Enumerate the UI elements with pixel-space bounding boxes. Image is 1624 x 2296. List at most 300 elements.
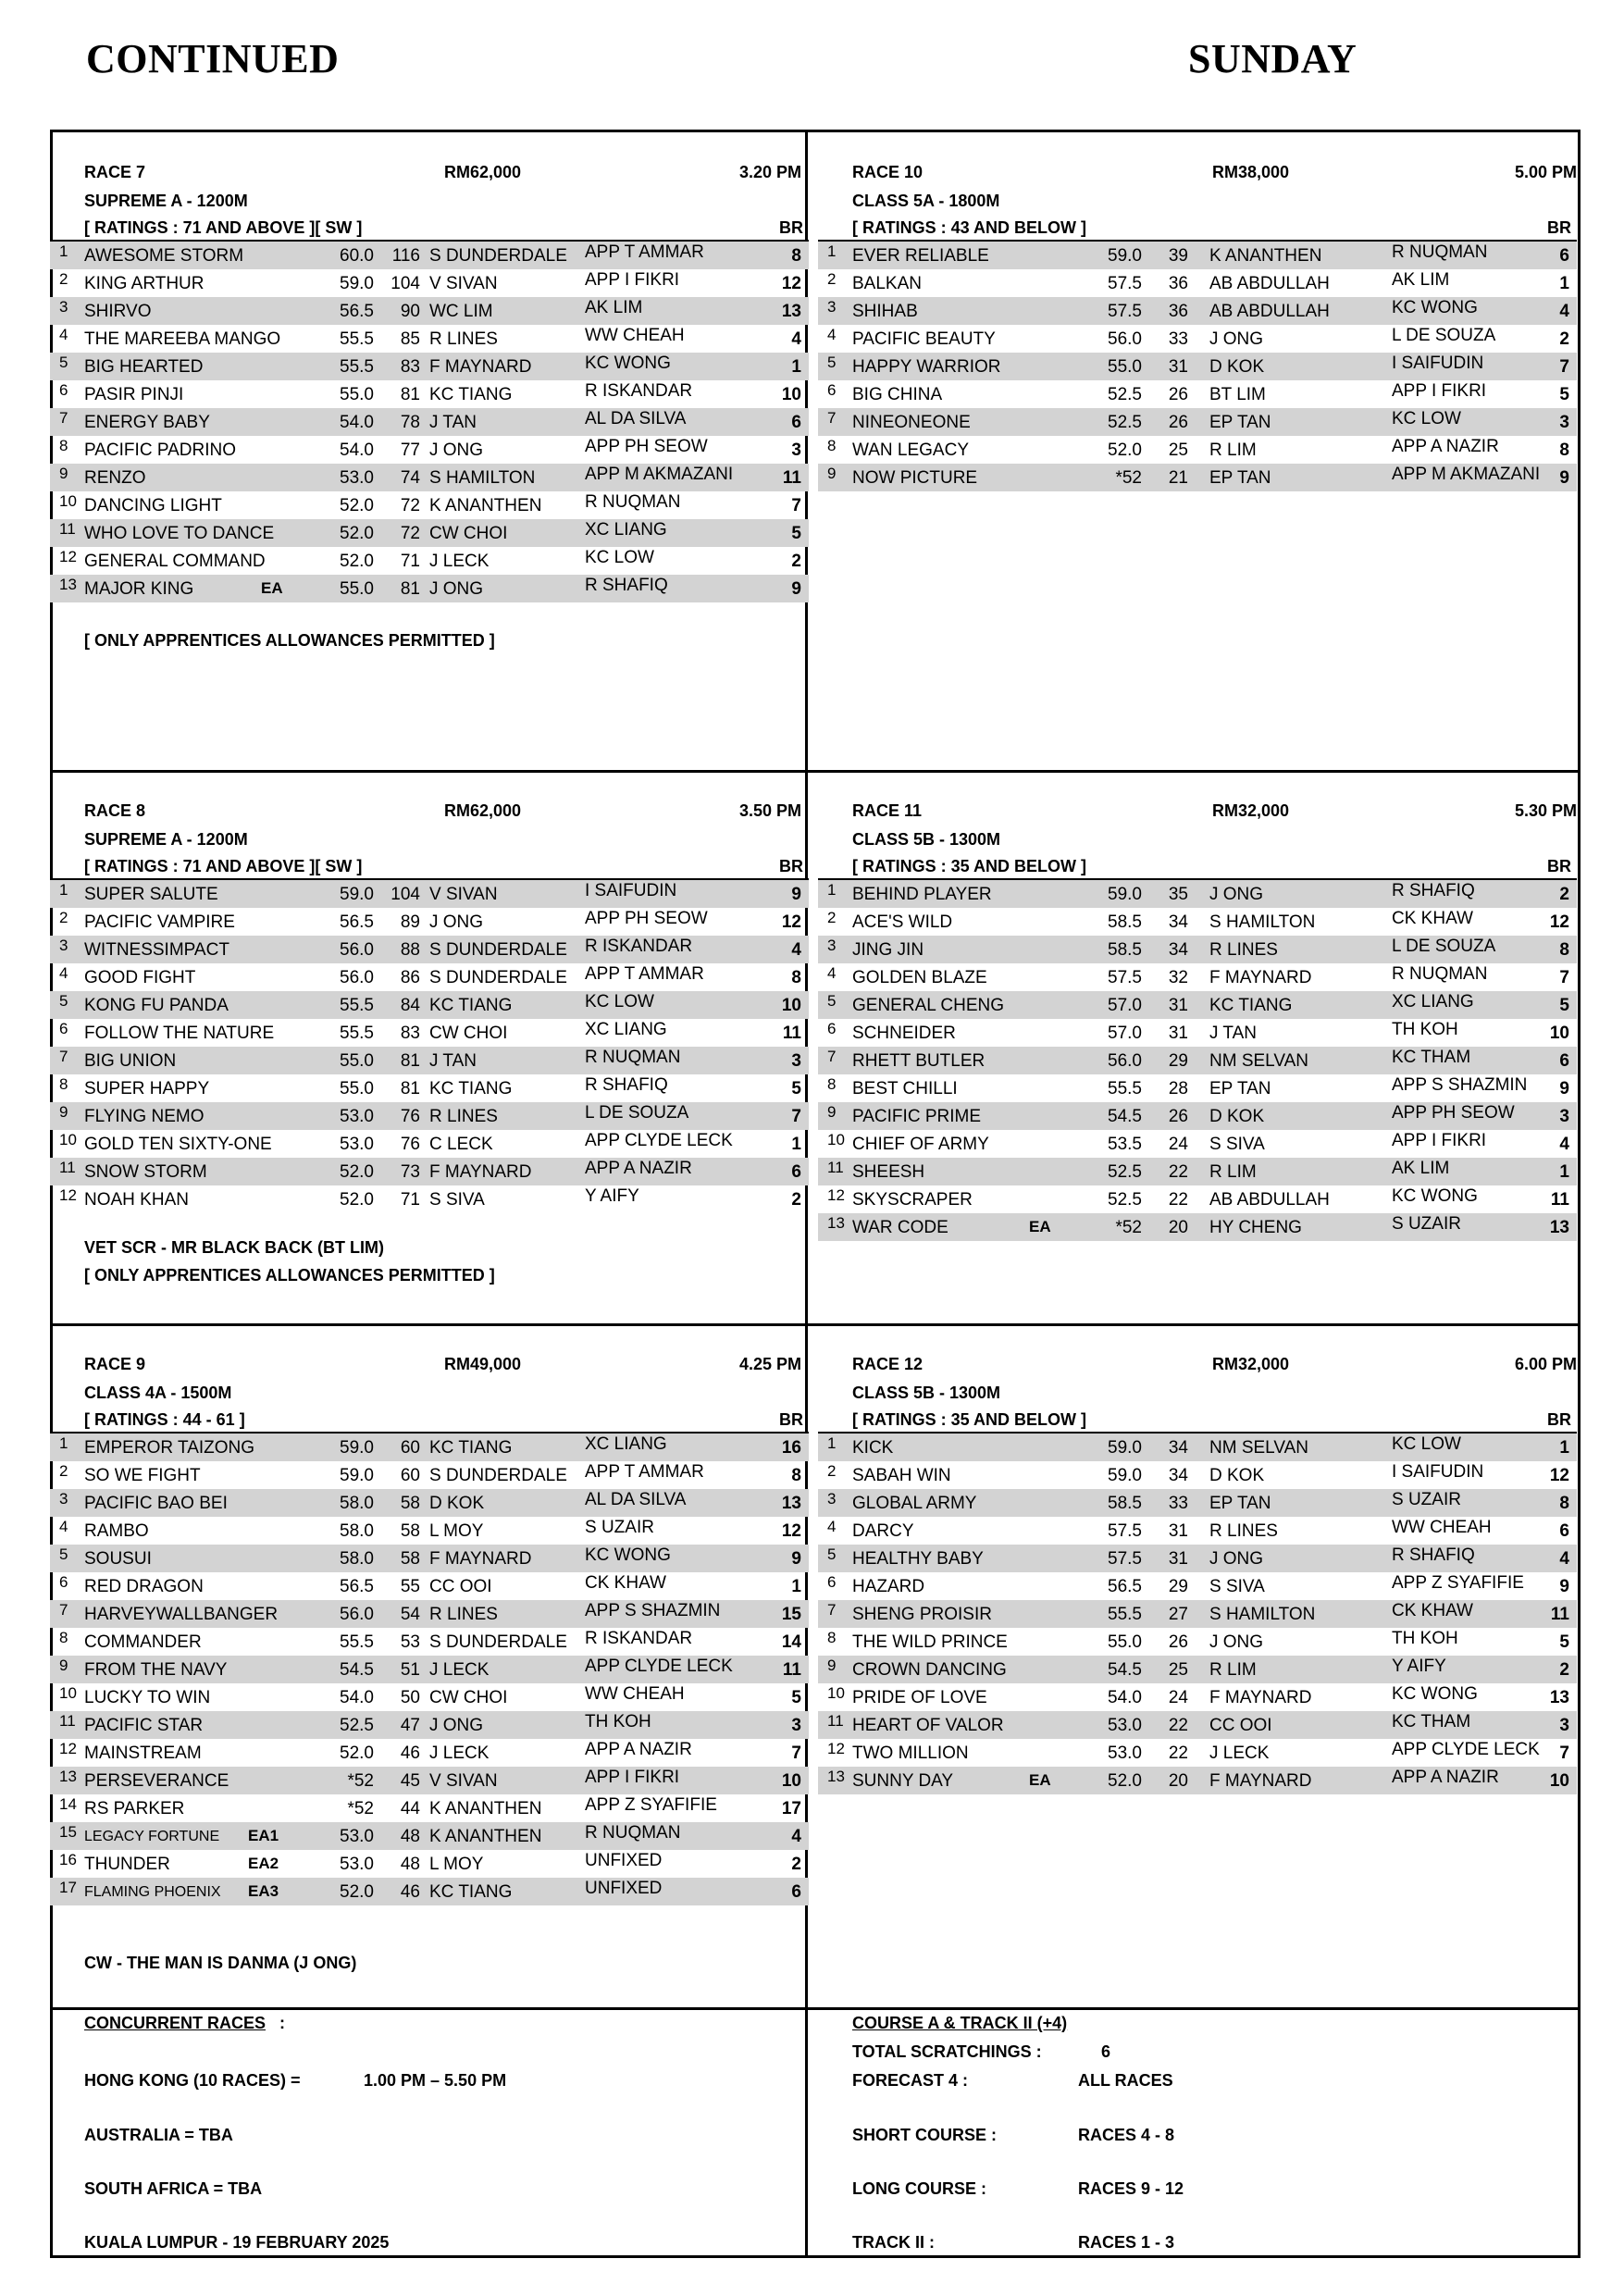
race-prize: RM38,000 <box>1212 163 1290 181</box>
jockey: J ONG <box>429 441 484 460</box>
jockey: F MAYNARD <box>1209 1688 1312 1707</box>
total-scratchings-value: 6 <box>1101 2042 1111 2061</box>
barrier: 14 <box>781 1632 801 1652</box>
horse-name: RENZO <box>84 468 146 488</box>
barrier: 9 <box>1559 1577 1569 1596</box>
jockey: CC OOI <box>1209 1716 1272 1735</box>
trainer: APP I FIKRI <box>585 270 680 290</box>
runner-row <box>50 1711 809 1739</box>
jockey: KC TIANG <box>1209 996 1293 1015</box>
runner-number: 8 <box>827 437 837 454</box>
rating: 47 <box>400 1716 420 1735</box>
rating: 24 <box>1168 1135 1188 1154</box>
trainer: Y AIFY <box>585 1186 639 1206</box>
runner-number: 7 <box>59 1048 68 1065</box>
horse-name: PACIFIC PADRINO <box>84 441 236 460</box>
horse-name: MAINSTREAM <box>84 1744 202 1763</box>
runner-row <box>50 1600 809 1628</box>
weight: 52.0 <box>340 496 374 515</box>
weight: 54.0 <box>340 413 374 432</box>
barrier: 1 <box>791 1577 801 1596</box>
horse-name: SUNNY DAY <box>852 1771 954 1791</box>
race-number: RACE 7 <box>84 163 146 181</box>
weight: 53.0 <box>1108 1716 1142 1735</box>
jockey: CW CHOI <box>429 1024 508 1043</box>
weight: 52.5 <box>1108 385 1142 404</box>
runner-row <box>818 1572 1577 1600</box>
weight: 53.0 <box>1108 1744 1142 1763</box>
race-note: CW - THE MAN IS DANMA (J ONG) <box>84 1954 357 1972</box>
weight: 60.0 <box>340 246 374 266</box>
barrier: 8 <box>791 246 801 266</box>
race-panel-race10 <box>818 130 1577 685</box>
barrier: 1 <box>1559 1438 1569 1458</box>
barrier: 13 <box>781 1494 801 1513</box>
barrier: 6 <box>1559 1521 1569 1541</box>
long-course-label: LONG COURSE : <box>852 2179 987 2198</box>
runner-row <box>50 1822 809 1850</box>
barrier: 4 <box>791 1827 801 1846</box>
race-ratings: [ RATINGS : 71 AND ABOVE ][ SW ] <box>84 218 363 237</box>
emergency-tag: EA3 <box>248 1882 279 1900</box>
runner-row <box>50 436 809 464</box>
weight: 53.0 <box>340 1827 374 1846</box>
trainer: R SHAFIQ <box>585 1075 668 1095</box>
horse-name: KICK <box>852 1438 894 1458</box>
horse-name: SHIRVO <box>84 302 152 321</box>
jockey: J LECK <box>1209 1744 1270 1763</box>
rating: 72 <box>400 496 420 515</box>
runner-row <box>50 575 809 602</box>
runner-row <box>50 1572 809 1600</box>
runner-row <box>818 1158 1577 1185</box>
runner-row <box>50 991 809 1019</box>
race-number: RACE 10 <box>852 163 924 181</box>
runner-number: 7 <box>59 409 68 427</box>
rating: 22 <box>1168 1190 1188 1210</box>
trainer: KC THAM <box>1392 1048 1471 1067</box>
runner-number: 4 <box>59 326 68 343</box>
weight: 54.0 <box>1108 1688 1142 1707</box>
weight: 55.5 <box>340 1024 374 1043</box>
barrier: 2 <box>1559 1660 1569 1680</box>
weight: *52 <box>347 1799 374 1818</box>
trainer: TH KOH <box>1392 1020 1458 1039</box>
row-divider-3 <box>50 2007 1581 2010</box>
jockey: F MAYNARD <box>429 1549 532 1569</box>
horse-name: PACIFIC VAMPIRE <box>84 912 235 932</box>
runner-row <box>50 880 809 908</box>
hong-kong-label: HONG KONG (10 RACES) = <box>84 2071 301 2090</box>
rating: 58 <box>400 1494 420 1513</box>
rating: 34 <box>1168 940 1188 960</box>
barrier-header: BR <box>779 857 803 875</box>
barrier: 13 <box>1549 1218 1569 1237</box>
runner-row <box>818 880 1577 908</box>
runner-number: 8 <box>59 1629 68 1646</box>
race-number: RACE 11 <box>852 801 923 820</box>
weight: *52 <box>1115 1218 1142 1237</box>
rating: 31 <box>1168 1024 1188 1043</box>
trainer: APP CLYDE LECK <box>585 1131 733 1150</box>
horse-name: ACE'S WILD <box>852 912 953 932</box>
weight: 55.5 <box>1108 1605 1142 1624</box>
runner-row <box>50 464 809 491</box>
weight: 54.5 <box>1108 1107 1142 1126</box>
runner-row <box>50 242 809 269</box>
runner-row <box>818 1545 1577 1572</box>
runner-row <box>50 1545 809 1572</box>
trainer: APP S SHAZMIN <box>1392 1075 1528 1095</box>
trainer: CK KHAW <box>1392 1601 1473 1620</box>
runner-number: 7 <box>59 1601 68 1619</box>
rating: 76 <box>400 1135 420 1154</box>
barrier: 3 <box>1559 1716 1569 1735</box>
rating: 46 <box>400 1744 420 1763</box>
trainer: APP PH SEOW <box>585 909 708 928</box>
runner-number: 9 <box>59 465 68 482</box>
barrier: 8 <box>791 968 801 987</box>
runner-list <box>818 880 1577 1241</box>
horse-name: PACIFIC BEAUTY <box>852 329 996 349</box>
runner-row <box>818 242 1577 269</box>
emergency-tag: EA <box>1029 1218 1051 1235</box>
runner-row <box>50 936 809 963</box>
runner-row <box>818 1461 1577 1489</box>
jockey: K ANANTHEN <box>429 1827 542 1846</box>
rating: 81 <box>400 385 420 404</box>
weight: 59.0 <box>1108 1438 1142 1458</box>
trainer: I SAIFUDIN <box>1392 354 1484 373</box>
runner-number: 3 <box>59 298 68 316</box>
trainer: R SHAFIQ <box>585 576 668 595</box>
rating: 21 <box>1168 468 1188 488</box>
short-course-label: SHORT COURSE : <box>852 2126 998 2144</box>
horse-name: SHIHAB <box>852 302 918 321</box>
horse-name: PASIR PINJI <box>84 385 184 404</box>
race-time: 6.00 PM <box>1514 1355 1577 1373</box>
horse-name: NOAH KHAN <box>84 1190 189 1210</box>
trainer: L DE SOUZA <box>1392 937 1496 956</box>
barrier: 9 <box>791 1549 801 1569</box>
runner-row <box>50 1461 809 1489</box>
horse-name: BALKAN <box>852 274 922 293</box>
trainer: R NUQMAN <box>585 492 681 512</box>
weight: 56.5 <box>340 912 374 932</box>
barrier: 8 <box>1559 441 1569 460</box>
jockey: S HAMILTON <box>1209 1605 1316 1624</box>
horse-name: SOUSUI <box>84 1549 152 1569</box>
barrier-header: BR <box>779 218 803 237</box>
runner-row <box>50 547 809 575</box>
horse-name: KONG FU PANDA <box>84 996 229 1015</box>
rating: 44 <box>400 1799 420 1818</box>
horse-name: CROWN DANCING <box>852 1660 1007 1680</box>
rating: 34 <box>1168 1438 1188 1458</box>
barrier: 8 <box>791 1466 801 1485</box>
horse-name: SKYSCRAPER <box>852 1190 973 1210</box>
barrier: 3 <box>791 441 801 460</box>
horse-name: HAPPY WARRIOR <box>852 357 1001 377</box>
runner-number: 1 <box>59 242 68 260</box>
jockey: S DUNDERDALE <box>429 1632 567 1652</box>
jockey: J LECK <box>429 1744 490 1763</box>
weight: 57.5 <box>1108 1549 1142 1569</box>
weight: 57.5 <box>1108 302 1142 321</box>
rating: 83 <box>400 1024 420 1043</box>
rating: 90 <box>400 302 420 321</box>
trainer: WW CHEAH <box>1392 1518 1492 1537</box>
trainer: R ISKANDAR <box>585 1629 693 1648</box>
barrier: 16 <box>781 1438 801 1458</box>
runner-number: 8 <box>827 1075 837 1093</box>
trainer: KC LOW <box>585 992 654 1011</box>
trainer: APP A NAZIR <box>585 1740 692 1759</box>
jockey: R LINES <box>429 329 498 349</box>
trainer: R ISKANDAR <box>585 937 693 956</box>
horse-name: FLAMING PHOENIX <box>84 1884 221 1900</box>
barrier: 6 <box>791 413 801 432</box>
weight: 55.5 <box>340 1632 374 1652</box>
runner-number: 9 <box>59 1103 68 1121</box>
race-ratings: [ RATINGS : 44 - 61 ] <box>84 1410 245 1429</box>
barrier: 11 <box>1550 1190 1569 1210</box>
race-time: 3.50 PM <box>738 801 801 820</box>
weight: 53.0 <box>340 1135 374 1154</box>
hong-kong-time: 1.00 PM – 5.50 PM <box>364 2071 507 2090</box>
trainer: KC WONG <box>1392 1186 1478 1206</box>
race-number: RACE 9 <box>84 1355 146 1373</box>
runner-number: 8 <box>827 1629 837 1646</box>
barrier: 2 <box>1559 885 1569 904</box>
weight: 53.0 <box>340 1855 374 1874</box>
race-prize: RM32,000 <box>1212 801 1290 820</box>
runner-number: 3 <box>59 937 68 954</box>
rating: 74 <box>400 468 420 488</box>
barrier: 10 <box>781 385 801 404</box>
rating: 86 <box>400 968 420 987</box>
rating: 55 <box>400 1577 420 1596</box>
runner-number: 10 <box>59 492 77 510</box>
trainer: S UZAIR <box>585 1518 654 1537</box>
horse-name: HEALTHY BABY <box>852 1549 984 1569</box>
horse-name: GENERAL COMMAND <box>84 552 266 571</box>
race-prize: RM62,000 <box>444 801 522 820</box>
barrier: 2 <box>791 1190 801 1210</box>
trainer: APP CLYDE LECK <box>1392 1740 1540 1759</box>
jockey: F MAYNARD <box>429 357 532 377</box>
horse-name: MAJOR KING <box>84 579 194 599</box>
horse-name: SCHNEIDER <box>852 1024 956 1043</box>
race-number: RACE 12 <box>852 1355 924 1373</box>
jockey: V SIVAN <box>429 274 498 293</box>
runner-list <box>50 242 809 602</box>
weight: 57.0 <box>1108 1024 1142 1043</box>
jockey: D KOK <box>1209 1466 1265 1485</box>
barrier: 2 <box>791 1855 801 1874</box>
runner-list <box>818 1433 1577 1794</box>
horse-name: DANCING LIGHT <box>84 496 222 515</box>
weight: 54.5 <box>1108 1660 1142 1680</box>
rating: 88 <box>400 940 420 960</box>
jockey: J ONG <box>1209 885 1264 904</box>
runner-row <box>818 1433 1577 1461</box>
weight: 59.0 <box>340 1466 374 1485</box>
rating: 31 <box>1168 1521 1188 1541</box>
jockey: AB ABDULLAH <box>1209 274 1330 293</box>
runner-number: 11 <box>827 1712 844 1730</box>
rating: 26 <box>1168 1107 1188 1126</box>
barrier: 5 <box>791 1688 801 1707</box>
jockey: J TAN <box>429 413 477 432</box>
race-time: 4.25 PM <box>738 1355 801 1373</box>
horse-name: THE MAREEBA MANGO <box>84 329 281 349</box>
jockey: J TAN <box>429 1051 477 1071</box>
runner-number: 3 <box>827 298 837 316</box>
runner-number: 1 <box>59 1434 68 1452</box>
weight: 55.5 <box>340 357 374 377</box>
barrier: 12 <box>1549 912 1569 932</box>
runner-number: 3 <box>827 937 837 954</box>
rating: 54 <box>400 1605 420 1624</box>
barrier: 11 <box>1550 1605 1569 1624</box>
rating: 50 <box>400 1688 420 1707</box>
jockey: D KOK <box>1209 357 1265 377</box>
jockey: J ONG <box>1209 1549 1264 1569</box>
rating: 26 <box>1168 1632 1188 1652</box>
trainer: S UZAIR <box>1392 1490 1461 1509</box>
runner-row <box>818 1767 1577 1794</box>
horse-name: LEGACY FORTUNE <box>84 1829 220 1844</box>
runner-row <box>818 1656 1577 1683</box>
rating: 32 <box>1168 968 1188 987</box>
runner-number: 6 <box>59 1573 68 1591</box>
weight: 59.0 <box>1108 246 1142 266</box>
trainer: WW CHEAH <box>585 1684 685 1704</box>
horse-name: SHEESH <box>852 1162 925 1182</box>
runner-row <box>818 1683 1577 1711</box>
barrier: 9 <box>1559 468 1569 488</box>
runner-row <box>818 1102 1577 1130</box>
trainer: AK LIM <box>1392 1159 1450 1178</box>
weight: 56.5 <box>1108 1577 1142 1596</box>
runner-number: 12 <box>59 1740 77 1757</box>
jockey: KC TIANG <box>429 1882 513 1902</box>
jockey: R LIM <box>1209 1162 1257 1182</box>
horse-name: NOW PICTURE <box>852 468 978 488</box>
barrier: 2 <box>1559 329 1569 349</box>
horse-name: GOOD FIGHT <box>84 968 196 987</box>
trainer: I SAIFUDIN <box>585 881 677 900</box>
jockey: V SIVAN <box>429 885 498 904</box>
barrier: 1 <box>791 1135 801 1154</box>
runner-row <box>50 1019 809 1047</box>
rating: 28 <box>1168 1079 1188 1098</box>
runner-number: 6 <box>59 381 68 399</box>
jockey: V SIVAN <box>429 1771 498 1791</box>
runner-row <box>818 1489 1577 1517</box>
barrier: 6 <box>791 1162 801 1182</box>
jockey: J ONG <box>429 1716 484 1735</box>
barrier: 5 <box>791 1079 801 1098</box>
runner-number: 11 <box>59 520 76 538</box>
barrier: 3 <box>1559 413 1569 432</box>
runner-row <box>818 297 1577 325</box>
weight: 56.0 <box>340 968 374 987</box>
weight: 53.5 <box>1108 1135 1142 1154</box>
horse-name: ENERGY BABY <box>84 413 210 432</box>
runner-number: 9 <box>827 1103 837 1121</box>
weight: 58.5 <box>1108 1494 1142 1513</box>
runner-number: 6 <box>59 1020 68 1037</box>
total-scratchings-label: TOTAL SCRATCHINGS : <box>852 2042 1042 2061</box>
trainer: APP M AKMAZANI <box>585 465 734 484</box>
runner-row <box>50 1047 809 1074</box>
header-day: SUNDAY <box>1188 36 1357 81</box>
runner-number: 2 <box>827 1462 837 1480</box>
runner-row <box>818 353 1577 380</box>
runner-row <box>818 991 1577 1019</box>
trainer: R NUQMAN <box>585 1048 681 1067</box>
race-time: 5.30 PM <box>1514 801 1577 820</box>
barrier: 13 <box>1549 1688 1569 1707</box>
rating: 25 <box>1168 441 1188 460</box>
trainer: APP I FIKRI <box>1392 381 1487 401</box>
rating: 34 <box>1168 912 1188 932</box>
barrier: 7 <box>1559 357 1569 377</box>
barrier: 3 <box>1559 1107 1569 1126</box>
barrier: 5 <box>791 524 801 543</box>
rating: 51 <box>400 1660 420 1680</box>
horse-name: RS PARKER <box>84 1799 185 1818</box>
runner-number: 1 <box>827 1434 837 1452</box>
runner-number: 2 <box>59 1462 68 1480</box>
jockey: NM SELVAN <box>1209 1438 1308 1458</box>
runner-row <box>818 1019 1577 1047</box>
runner-number: 1 <box>59 881 68 899</box>
rating: 27 <box>1168 1605 1188 1624</box>
weight: 58.0 <box>340 1549 374 1569</box>
horse-name: FOLLOW THE NATURE <box>84 1024 275 1043</box>
emergency-tag: EA1 <box>248 1827 279 1844</box>
race-note: [ ONLY APPRENTICES ALLOWANCES PERMITTED ] <box>84 1266 495 1285</box>
barrier: 7 <box>791 496 801 515</box>
barrier: 4 <box>1559 1135 1569 1154</box>
trainer: XC LIANG <box>1392 992 1474 1011</box>
australia-text: AUSTRALIA = TBA <box>84 2126 233 2144</box>
trainer: APP A NAZIR <box>1392 437 1499 456</box>
weight: 52.0 <box>340 1882 374 1902</box>
runner-row <box>50 297 809 325</box>
runner-row <box>50 1158 809 1185</box>
trainer: TH KOH <box>1392 1629 1458 1648</box>
rating: 35 <box>1168 885 1188 904</box>
runner-row <box>818 963 1577 991</box>
runner-number: 4 <box>827 964 837 982</box>
runner-row <box>50 1683 809 1711</box>
jockey: J ONG <box>1209 1632 1264 1652</box>
rating: 36 <box>1168 274 1188 293</box>
race-ratings: [ RATINGS : 35 AND BELOW ] <box>852 857 1086 875</box>
horse-name: WAR CODE <box>852 1218 948 1237</box>
runner-number: 12 <box>59 1186 77 1204</box>
jockey: BT LIM <box>1209 385 1266 404</box>
jockey: J LECK <box>429 552 490 571</box>
weight: 57.0 <box>1108 996 1142 1015</box>
rating: 81 <box>400 1079 420 1098</box>
jockey: S HAMILTON <box>429 468 536 488</box>
horse-name: RED DRAGON <box>84 1577 204 1596</box>
